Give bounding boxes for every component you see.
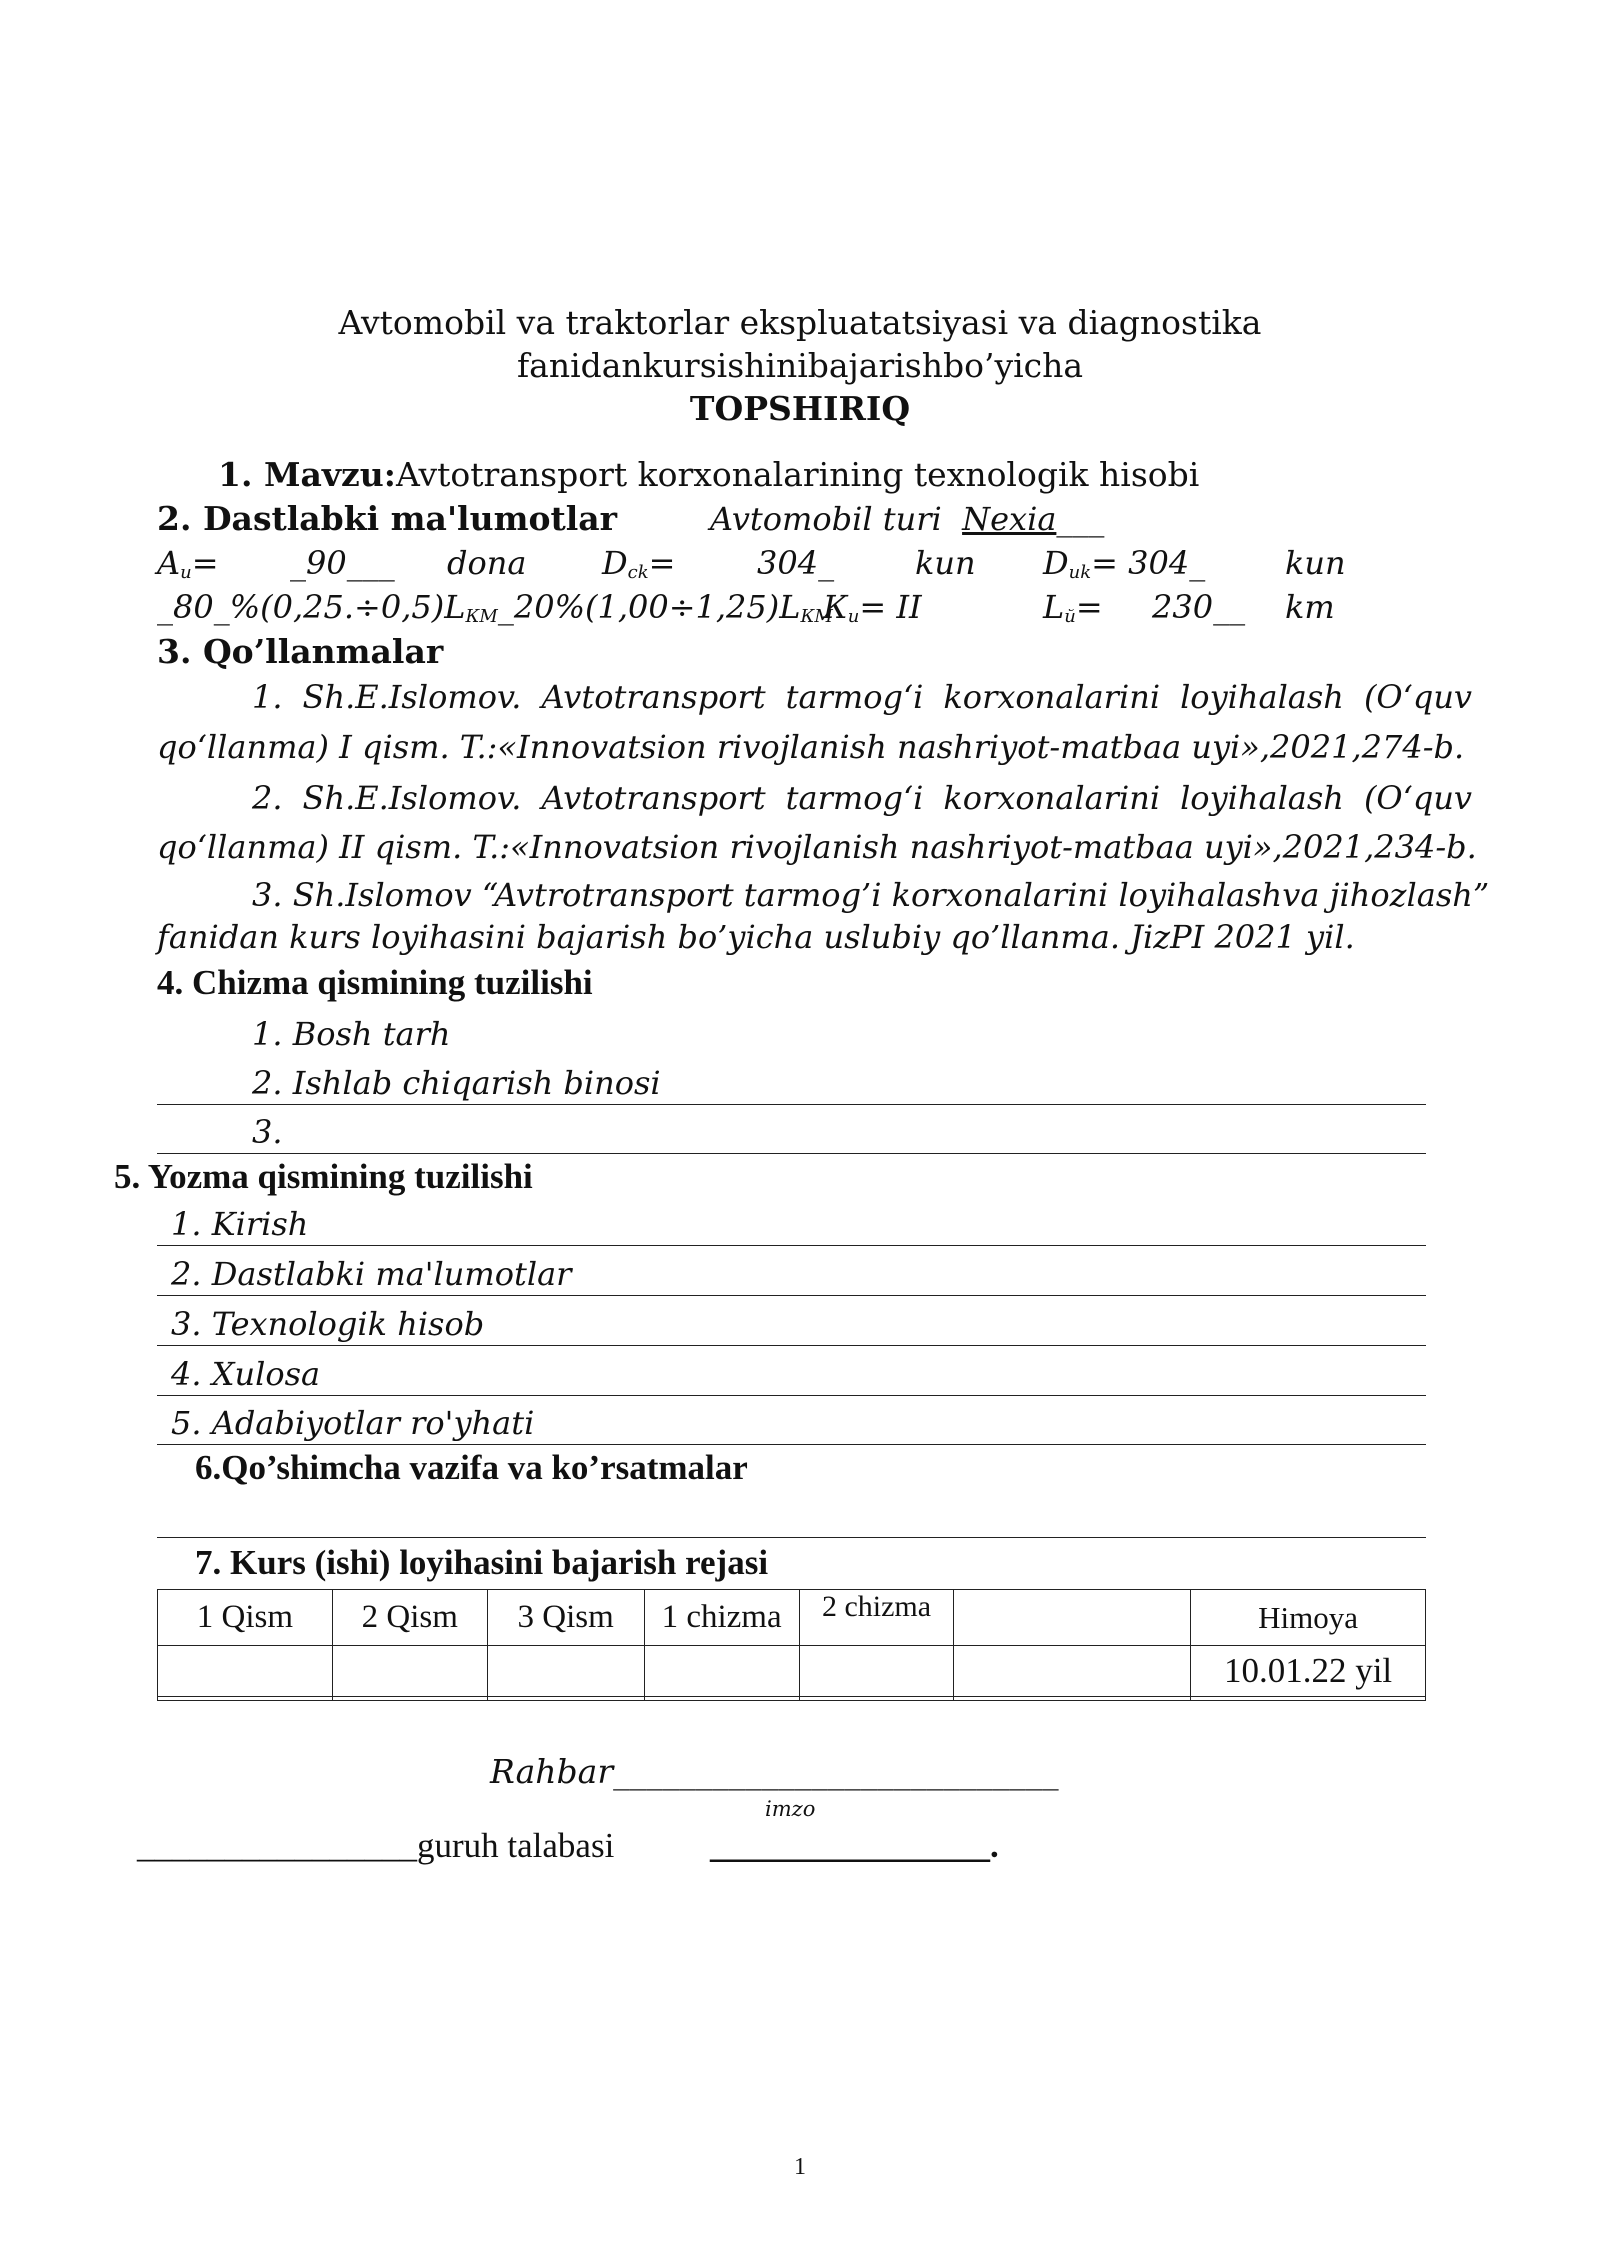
written-item-5: 5. Adabiyotlar ro'yhati bbox=[171, 1404, 535, 1442]
drawing-item-1: 1. Bosh tarh bbox=[252, 1015, 451, 1053]
plan-cell bbox=[158, 1697, 333, 1701]
param-au bbox=[157, 544, 219, 583]
divider bbox=[157, 1295, 1426, 1296]
param-ku bbox=[823, 588, 922, 627]
plan-cell bbox=[332, 1646, 487, 1697]
ku-subscript: u bbox=[847, 606, 860, 627]
plan-cell bbox=[799, 1646, 954, 1697]
defense-date: 10.01.22 yil bbox=[1191, 1646, 1426, 1697]
mileage-sub-2: КМ bbox=[800, 606, 833, 627]
manual-1-line-2: qo‘llanma) I qism. T.:«Innovatsion rivojlanish nashriyot-matbaa uyi»,2021,274-b. bbox=[157, 728, 1465, 766]
plan-header-cell: 3 Qism bbox=[487, 1590, 644, 1646]
written-item-3: 3. Texnologik hisob bbox=[171, 1305, 485, 1343]
divider bbox=[157, 1444, 1426, 1445]
plan-cell bbox=[158, 1646, 333, 1697]
topic-text: Avtotransport korxonalarining texnologik hisobi bbox=[395, 455, 1200, 494]
drawing-item-2: 2. Ishlab chiqarish binosi bbox=[252, 1064, 661, 1102]
plan-header-cell: Himoya bbox=[1191, 1590, 1426, 1646]
plan-cell bbox=[799, 1697, 954, 1701]
plan-cell bbox=[954, 1697, 1191, 1701]
student-line-right: ________________ bbox=[710, 1826, 990, 1865]
written-heading: 5. Yozma qismining tuzilishi bbox=[114, 1157, 533, 1196]
divider bbox=[157, 1345, 1426, 1346]
plan-header-cell: 1 chizma bbox=[644, 1590, 799, 1646]
au-symbol: A bbox=[157, 544, 181, 582]
plan-cell bbox=[487, 1697, 644, 1701]
divider bbox=[157, 1245, 1426, 1246]
param-dck-unit: kun bbox=[915, 544, 976, 582]
dck-subscript: ck bbox=[627, 562, 649, 583]
plan-value-row bbox=[158, 1646, 1426, 1697]
l-symbol: L bbox=[1043, 588, 1065, 626]
extra-heading: 6.Qo’shimcha vazifa va ko’rsatmalar bbox=[195, 1448, 748, 1487]
page-number: 1 bbox=[794, 2154, 806, 2180]
manual-2-line-1 bbox=[252, 779, 1472, 817]
plan-header-cell bbox=[954, 1590, 1191, 1646]
plan-table bbox=[157, 1589, 1426, 1701]
divider bbox=[157, 1153, 1426, 1154]
au-subscript: u bbox=[180, 562, 192, 583]
student-line-left: ________________ bbox=[137, 1826, 417, 1865]
supervisor-line: ___________________________ bbox=[613, 1752, 1059, 1791]
plan-header-cell: 1 Qism bbox=[158, 1590, 333, 1646]
written-item-1: 1. Kirish bbox=[171, 1205, 309, 1243]
param-l bbox=[1043, 588, 1103, 627]
manual-3-line-2: fanidan kurs loyihasini bajarish bo’yicha uslubiy qo’llanma. JizPI 2021 yil. bbox=[157, 918, 1355, 956]
student-label: guruh talabasi bbox=[417, 1826, 615, 1865]
plan-header-cell: 2 Qism bbox=[332, 1590, 487, 1646]
ku-value: = II bbox=[859, 588, 922, 626]
topic-label: 1. Mavzu: bbox=[218, 455, 396, 494]
drawing-item-3: 3. bbox=[252, 1113, 283, 1151]
written-item-2: 2. Dastlabki ma'lumotlar bbox=[171, 1255, 572, 1293]
param-l-value: 230__ bbox=[1152, 588, 1246, 626]
supervisor-label: Rahbar bbox=[490, 1752, 614, 1791]
param-au-value: _90___ bbox=[290, 544, 395, 582]
vehicle-type bbox=[710, 500, 1104, 538]
manual-1-text-1: 1. Sh.E.Islomov. Avtotransport tarmog‘i korxonalarini loyihalash (O‘quv bbox=[252, 678, 1472, 716]
duk-value: = 304_ bbox=[1091, 544, 1206, 582]
manuals-heading: 3. Qo’llanmalar bbox=[157, 632, 444, 671]
manual-3-line-1 bbox=[252, 876, 1490, 914]
param-mileage-split bbox=[157, 588, 833, 627]
divider bbox=[157, 1395, 1426, 1396]
vehicle-value: Nexia bbox=[962, 500, 1057, 538]
param-au-unit: dona bbox=[447, 544, 527, 582]
manual-3-text-1: 3. Sh.Islomov “Avtrotransport tarmog’i korxonalarini loyihalashva jihozlash” bbox=[252, 876, 1490, 914]
dck-eq: = bbox=[648, 544, 676, 582]
manual-2-text-1: 2. Sh.E.Islomov. Avtotransport tarmog‘i korxonalarini loyihalash (O‘quv bbox=[252, 779, 1472, 817]
initial-data-heading: 2. Dastlabki ma'lumotlar bbox=[157, 499, 618, 538]
divider bbox=[157, 1537, 1426, 1538]
header-line-2: fanidankursishinibajarishbo’yicha bbox=[516, 346, 1084, 385]
plan-cell bbox=[644, 1646, 799, 1697]
duk-subscript: uk bbox=[1068, 562, 1092, 583]
param-duk-unit: kun bbox=[1285, 544, 1346, 582]
supervisor-signature bbox=[490, 1752, 1059, 1791]
plan-cell bbox=[954, 1646, 1191, 1697]
header-line-1: Avtomobil va traktorlar ekspluatatsiyasi va diagnostika bbox=[338, 303, 1262, 342]
plan-heading: 7. Kurs (ishi) loyihasini bajarish rejasi bbox=[195, 1543, 769, 1582]
written-item-4: 4. Xulosa bbox=[171, 1355, 321, 1393]
l-eq: = bbox=[1075, 588, 1103, 626]
topic-line bbox=[218, 455, 1199, 494]
plan-cell bbox=[332, 1697, 487, 1701]
manual-1-line-1 bbox=[252, 678, 1472, 716]
plan-cell bbox=[644, 1697, 799, 1701]
vehicle-label: Avtomobil turi bbox=[710, 500, 942, 538]
student-dot: . bbox=[990, 1826, 999, 1865]
dck-symbol: D bbox=[602, 544, 628, 582]
l-subscript: й bbox=[1064, 606, 1076, 627]
au-eq: = bbox=[191, 544, 219, 582]
mileage-sub-1: КМ bbox=[465, 606, 498, 627]
student-signature bbox=[137, 1826, 614, 1866]
manual-2-line-2: qo‘llanma) II qism. T.:«Innovatsion rivojlanish nashriyot-matbaa uyi»,2021,234-b. bbox=[157, 828, 1477, 866]
student-name-line bbox=[710, 1826, 999, 1866]
page-title: TOPSHIRIQ bbox=[689, 389, 911, 428]
plan-header-cell: 2 chizma bbox=[799, 1590, 954, 1646]
param-l-unit: km bbox=[1285, 588, 1335, 626]
param-duk bbox=[1043, 544, 1205, 583]
plan-cell bbox=[487, 1646, 644, 1697]
plan-cell bbox=[1191, 1697, 1426, 1701]
vehicle-tail: ___ bbox=[1056, 500, 1105, 538]
plan-spacer-row bbox=[158, 1697, 1426, 1701]
param-dck-value: 304_ bbox=[757, 544, 835, 582]
sign-caption: imzo bbox=[765, 1797, 816, 1821]
duk-symbol: D bbox=[1043, 544, 1069, 582]
divider bbox=[157, 1104, 1426, 1105]
drawing-heading: 4. Chizma qismining tuzilishi bbox=[157, 963, 593, 1002]
mileage-part-1: _80_%(0,25.÷0,5)L bbox=[157, 588, 466, 626]
ku-symbol: К bbox=[823, 588, 848, 626]
mileage-part-2: _20%(1,00÷1,25)L bbox=[497, 588, 801, 626]
plan-header-row bbox=[158, 1590, 1426, 1646]
param-dck bbox=[602, 544, 675, 583]
